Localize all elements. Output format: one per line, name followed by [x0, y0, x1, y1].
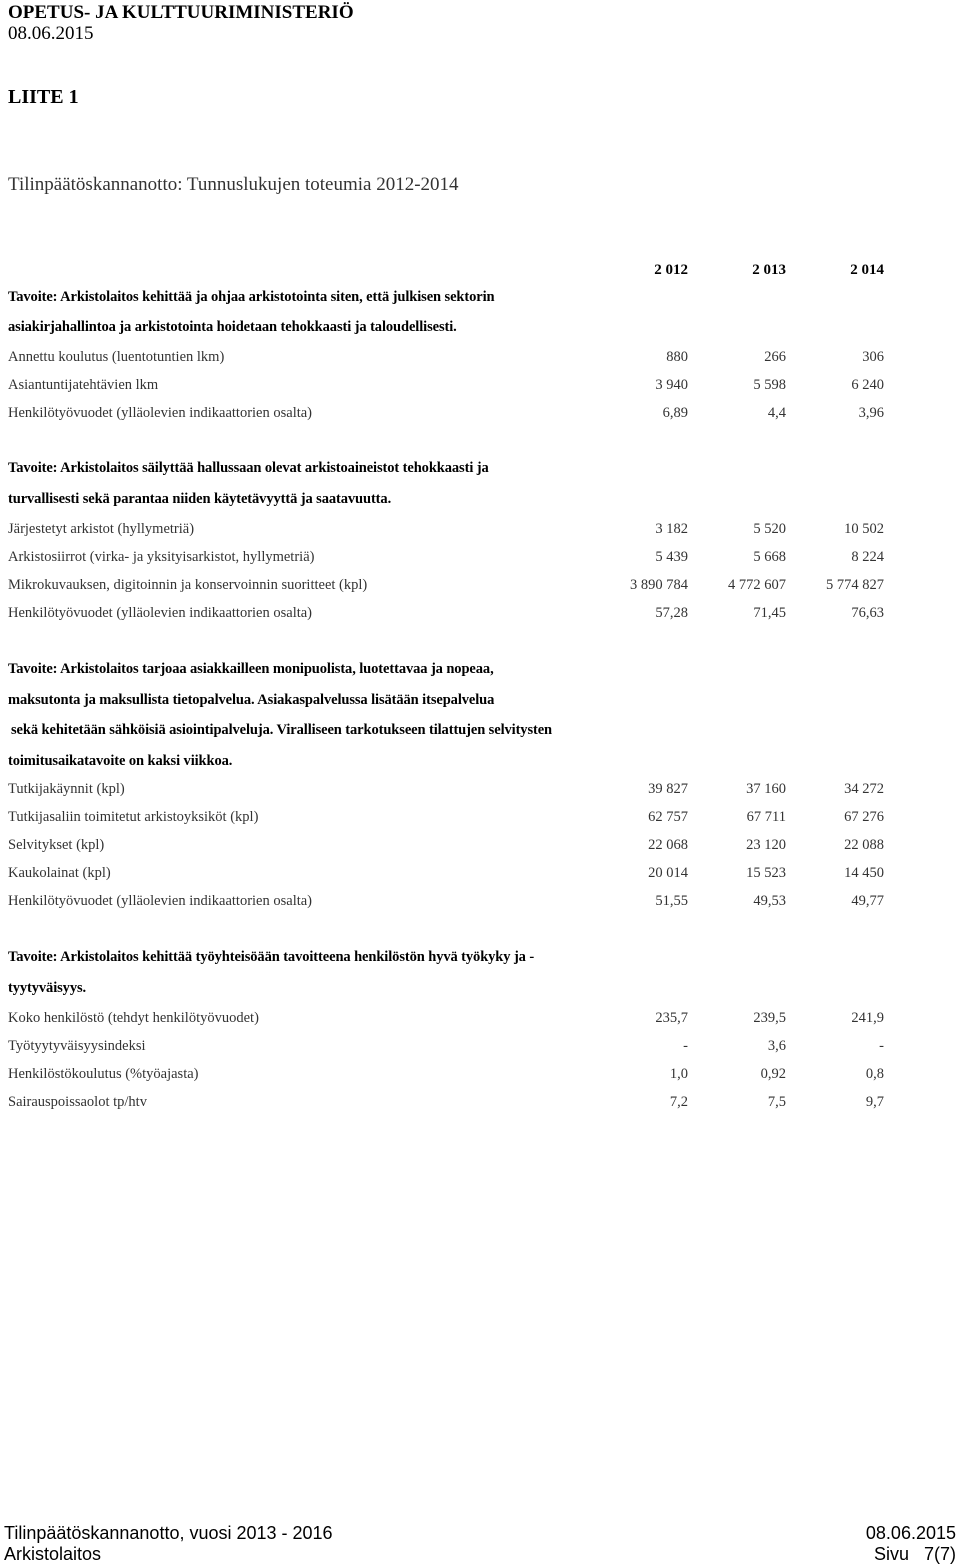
value-2014: 3,96 — [858, 405, 884, 421]
goal-text: maksutonta ja maksullista tietopalvelua. Asiakaspalvelussa lisätään itsepalvelua — [8, 692, 495, 708]
value-2014: 306 — [862, 349, 884, 365]
value-2014: 0,8 — [865, 1066, 884, 1082]
value-2014: 22 088 — [844, 837, 884, 853]
year-header-2012: 2 012 — [654, 262, 688, 278]
row-label: Koko henkilöstö (tehdyt henkilötyövuodet) — [8, 1010, 259, 1026]
value-2013: 239,5 — [753, 1010, 786, 1026]
row-label: Mikrokuvauksen, digitoinnin ja konservoinnin suoritteet (kpl) — [8, 577, 368, 593]
value-2014: 49,77 — [851, 893, 884, 909]
goal-text: toimitusaikatavoite on kaksi viikkoa. — [8, 753, 233, 769]
value-2013: 4,4 — [767, 405, 786, 421]
value-2012: 39 827 — [648, 781, 688, 797]
goal-text: Tavoite: Arkistolaitos kehittää ja ohjaa arkistotointa siten, että julkisen sektorin — [8, 289, 495, 305]
value-2014: 14 450 — [844, 865, 884, 881]
value-2012: 51,55 — [655, 893, 688, 909]
year-header-2014: 2 014 — [850, 262, 884, 278]
value-2013: 4 772 607 — [728, 577, 786, 593]
row-label: Arkistosiirrot (virka- ja yksityisarkistot, hyllymetriä) — [8, 549, 315, 565]
row-label: Tutkijakäynnit (kpl) — [8, 781, 125, 797]
value-2012: 3 890 784 — [630, 577, 688, 593]
value-2012: 880 — [666, 349, 688, 365]
appendix-label: LIITE 1 — [8, 86, 79, 108]
document-title: Tilinpäätöskannanotto: Tunnuslukujen toteumia 2012-2014 — [8, 174, 459, 195]
value-2014: 67 276 — [844, 809, 884, 825]
value-2013: 5 598 — [753, 377, 786, 393]
header-date: 08.06.2015 — [8, 23, 94, 44]
value-2012: 7,2 — [669, 1094, 688, 1110]
value-2013: 37 160 — [746, 781, 786, 797]
value-2012: 3 940 — [655, 377, 688, 393]
value-2014: 34 272 — [844, 781, 884, 797]
row-label: Henkilötyövuodet (ylläolevien indikaattorien osalta) — [8, 893, 313, 909]
value-2014: 76,63 — [851, 605, 884, 621]
value-2013: 71,45 — [753, 605, 786, 621]
value-2014: 6 240 — [851, 377, 884, 393]
value-2013: 15 523 — [746, 865, 786, 881]
footer-page-number: Sivu 7(7) — [873, 1544, 956, 1564]
value-2012: 57,28 — [655, 605, 688, 621]
row-label: Työtyytyväisyysindeksi — [8, 1038, 146, 1054]
footer-date: 08.06.2015 — [865, 1523, 956, 1543]
row-label: Sairauspoissaolot tp/htv — [8, 1094, 147, 1110]
goal-text: turvallisesti sekä parantaa niiden käytetävyyttä ja saatavuutta. — [8, 491, 392, 507]
row-label: Tutkijasaliin toimitetut arkistoyksiköt (kpl) — [8, 809, 259, 825]
goal-text: Tavoite: Arkistolaitos kehittää työyhteisöään tavoitteena henkilöstön hyvä työkyky ja - — [8, 949, 535, 965]
value-2012: 22 068 — [648, 837, 688, 853]
value-2012: 62 757 — [648, 809, 688, 825]
goal-text: sekä kehitetään sähköisiä asiointipalveluja. Viralliseen tarkotukseen tilattujen selvitysten — [11, 722, 553, 738]
year-header-2013: 2 013 — [752, 262, 786, 278]
value-2012: 3 182 — [655, 521, 688, 537]
row-label: Henkilötyövuodet (ylläolevien indikaattorien osalta) — [8, 605, 313, 621]
value-2013: 49,53 — [753, 893, 786, 909]
value-2012: 1,0 — [669, 1066, 688, 1082]
goal-text: Tavoite: Arkistolaitos tarjoaa asiakkailleen monipuolista, luotettavaa ja nopeaa, — [8, 661, 494, 677]
row-label: Asiantuntijatehtävien lkm — [8, 377, 159, 393]
value-2013: 5 668 — [753, 549, 786, 565]
value-2014: 9,7 — [865, 1094, 884, 1110]
value-2013: 3,6 — [767, 1038, 786, 1054]
value-2014: 241,9 — [851, 1010, 884, 1026]
value-2012: 20 014 — [648, 865, 688, 881]
value-2013: 23 120 — [746, 837, 786, 853]
row-label: Annettu koulutus (luentotuntien lkm) — [8, 349, 225, 365]
goal-text: tyytyväisyys. — [8, 980, 87, 996]
row-label: Kaukolainat (kpl) — [8, 865, 111, 881]
value-2014: 10 502 — [844, 521, 884, 537]
row-label: Järjestetyt arkistot (hyllymetriä) — [8, 521, 195, 537]
goal-text: Tavoite: Arkistolaitos säilyttää hallussaan olevat arkistoaineistot tehokkaasti ja — [8, 460, 489, 476]
footer-document-name: Tilinpäätöskannanotto, vuosi 2013 - 2016 — [4, 1523, 333, 1543]
value-2014: 8 224 — [851, 549, 884, 565]
value-2013: 5 520 — [753, 521, 786, 537]
row-label: Henkilöstökoulutus (%työajasta) — [8, 1066, 199, 1082]
value-2013: 0,92 — [760, 1066, 786, 1082]
row-label: Selvitykset (kpl) — [8, 837, 105, 853]
value-2014: 5 774 827 — [826, 577, 884, 593]
goal-text: asiakirjahallintoa ja arkistotointa hoidetaan tehokkaasti ja taloudellisesti. — [8, 319, 457, 335]
row-label: Henkilötyövuodet (ylläolevien indikaattorien osalta) — [8, 405, 313, 421]
value-2012: - — [683, 1038, 688, 1054]
value-2013: 7,5 — [767, 1094, 786, 1110]
value-2012: 5 439 — [655, 549, 688, 565]
organization-name: OPETUS- JA KULTTUURIMINISTERIÖ — [8, 2, 354, 23]
value-2012: 235,7 — [655, 1010, 688, 1026]
value-2013: 67 711 — [746, 809, 786, 825]
value-2014: - — [879, 1038, 884, 1054]
value-2013: 266 — [764, 349, 786, 365]
footer-agency: Arkistolaitos — [4, 1544, 102, 1564]
value-2012: 6,89 — [662, 405, 688, 421]
